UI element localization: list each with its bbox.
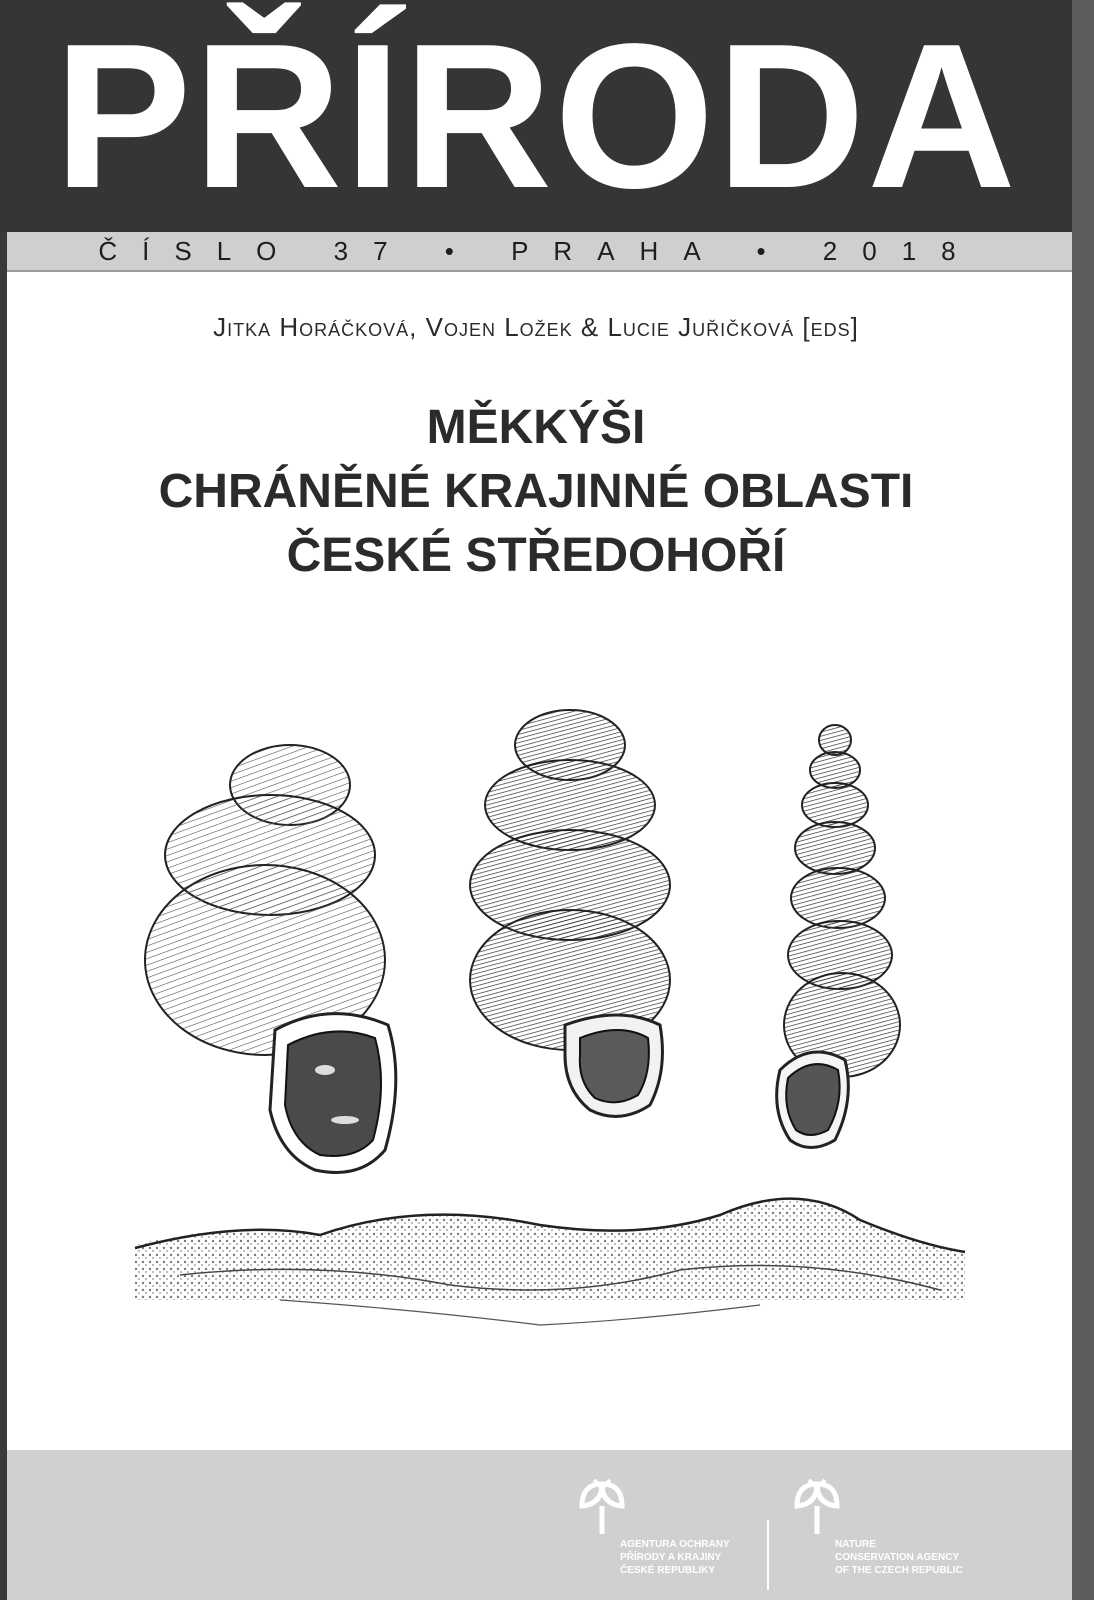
title-line-3: ČESKÉ STŘEDOHOŘÍ — [286, 529, 786, 582]
snail-shell-icon — [470, 710, 670, 1116]
cover-edge — [1072, 0, 1094, 1600]
logo-text-line: OF THE CZECH REPUBLIC — [835, 1565, 963, 1576]
series-title: PŘÍRODA — [54, 1, 1018, 231]
cover-footer — [7, 1450, 1072, 1600]
snail-shell-icon — [145, 745, 396, 1173]
title-line-2: CHRÁNĚNÉ KRAJINNÉ OBLASTI — [158, 465, 914, 518]
leaf-logo-icon — [787, 1476, 847, 1536]
editors: Jitka Horáčková, Vojen Ložek & Lucie Juřičková [eds] — [213, 312, 859, 342]
snail-shell-icon — [777, 725, 900, 1148]
book-title — [0, 396, 1072, 588]
logo-text-line: PŘÍRODY A KRAJINY — [620, 1552, 722, 1563]
logo-text-line: NATURE — [835, 1539, 876, 1550]
aopk-logo — [572, 1476, 730, 1576]
title-line-1: MĚKKÝŠI — [426, 401, 646, 454]
cover-header — [0, 0, 1072, 232]
leaf-logo-icon — [572, 1476, 632, 1536]
logo-text-line: CONSERVATION AGENCY — [835, 1552, 960, 1563]
nca-logo — [787, 1476, 963, 1576]
logo-text-line: ČESKÉ REPUBLIKY — [620, 1565, 716, 1576]
snail-illustration — [120, 700, 980, 1340]
landscape-icon — [135, 1199, 965, 1325]
logo-text-line: AGENTURA OCHRANY — [620, 1539, 730, 1550]
issue-bar — [7, 232, 1072, 272]
logo-divider — [767, 1520, 769, 1590]
issue-line: ČÍSLO 37 • PRAHA • 2018 — [98, 236, 981, 266]
